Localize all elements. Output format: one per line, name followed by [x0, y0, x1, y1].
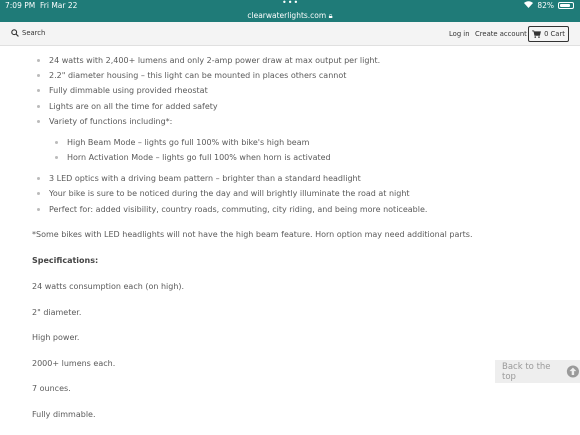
spec-item: High power. [32, 333, 80, 342]
feature-item: 24 watts with 2,400+ lumens and only 2-amp power draw at max output per light. [49, 56, 381, 65]
lock-icon: 🔒︎ [328, 11, 333, 20]
cart-label: 0 Cart [544, 30, 565, 38]
date-text: Fri Mar 22 [40, 1, 78, 10]
url-text: clearwaterlights.com [247, 11, 327, 20]
search-icon [11, 29, 19, 37]
login-link[interactable]: Log in [449, 30, 470, 38]
feature-item: Fully dimmable using provided rheostat [49, 86, 208, 95]
battery-fill [560, 4, 570, 7]
sub-feature-item: Horn Activation Mode – lights go full 100% when horn is activated [67, 153, 331, 162]
spec-item: 2" diameter. [32, 308, 82, 317]
sub-feature-item: High Beam Mode – lights go full 100% with bike's high beam [67, 138, 310, 147]
site-header [0, 22, 580, 46]
feature-item: Variety of functions including*: [49, 117, 173, 126]
search-button[interactable] [11, 29, 45, 37]
back-to-top-label: Back to the top [502, 361, 551, 382]
battery-percent: 82% [537, 1, 554, 10]
feature-item: Lights are on all the time for added safety [49, 102, 218, 111]
spec-item: 2000+ lumens each. [32, 359, 116, 368]
spec-item: 7 ounces. [32, 384, 71, 393]
specs-heading: Specifications: [32, 256, 99, 265]
multitask-dots-icon[interactable]: ••• [282, 0, 300, 7]
back-to-top-button[interactable] [495, 360, 580, 383]
url-bar[interactable] [0, 11, 580, 21]
spec-item: 24 watts consumption each (on high). [32, 282, 185, 291]
status-bar [0, 0, 580, 22]
feature-item: 3 LED optics with a driving beam pattern – brighter than a standard headlight [49, 174, 361, 183]
footnote-text: *Some bikes with LED headlights will not have the high beam feature. Horn option may need additional parts. [32, 230, 473, 239]
feature-item: Perfect for: added visibility, country roads, commuting, city riding, and being more noticeable. [49, 205, 428, 214]
feature-item: Your bike is sure to be noticed during the day and will brightly illuminate the road at night [49, 189, 410, 198]
status-time [5, 1, 77, 10]
wifi-icon [524, 1, 533, 10]
cart-icon [532, 30, 541, 38]
arrow-up-circle-icon [566, 364, 580, 379]
create-account-link[interactable]: Create account [475, 30, 527, 38]
status-indicators [524, 1, 574, 10]
battery-icon [558, 2, 574, 9]
search-label: Search [22, 29, 46, 37]
feature-item: 2.2" diameter housing – this light can be mounted in places others cannot [49, 71, 347, 80]
time-text: 7:09 PM [5, 1, 36, 10]
cart-button[interactable] [528, 26, 569, 42]
spec-item: Fully dimmable. [32, 410, 96, 419]
